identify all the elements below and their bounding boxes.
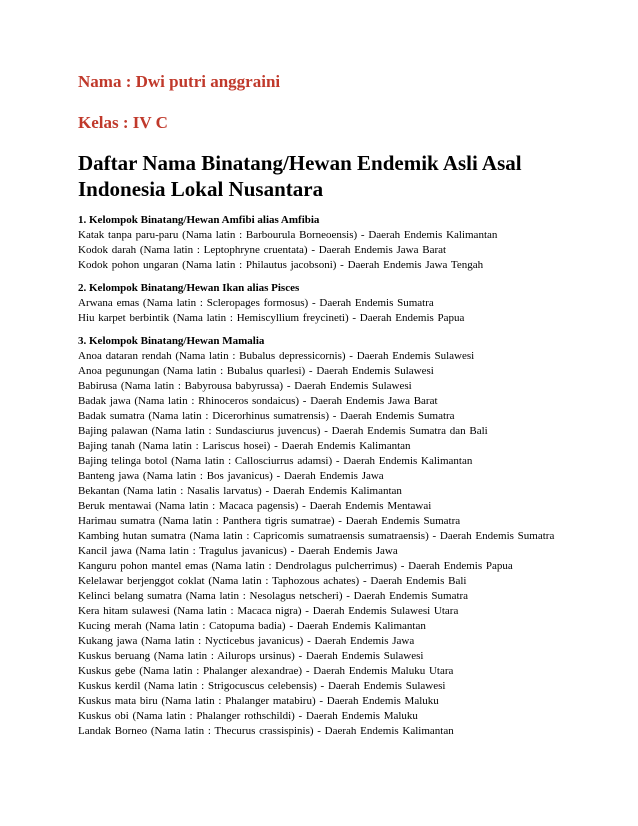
species-entry: Kucing merah (Nama latin : Catopuma badia) - Daerah Endemis Kalimantan xyxy=(78,620,426,632)
species-entry: Bajing telinga botol (Nama latin : Callosciurrus adamsi) - Daerah Endemis Kalimantan xyxy=(78,455,473,467)
species-entry: Kukang jawa (Nama latin : Nycticebus javanicus) - Daerah Endemis Jawa xyxy=(78,635,415,647)
species-entry: Kancil jawa (Nama latin : Tragulus javanicus) - Daerah Endemis Jawa xyxy=(78,545,398,557)
document-body xyxy=(78,213,578,747)
section-heading: 1. Kelompok Binatang/Hewan Amfibi alias Amfibia xyxy=(78,214,320,226)
species-list xyxy=(78,296,578,326)
species-entry: Kodok darah (Nama latin : Leptophryne cruentata) - Daerah Endemis Jawa Barat xyxy=(78,244,447,256)
species-entry: Kuskus beruang (Nama latin : Ailurops ursinus) - Daerah Endemis Sulawesi xyxy=(78,650,424,662)
species-group xyxy=(78,213,578,273)
section-heading: 3. Kelompok Binatang/Hewan Mamalia xyxy=(78,335,265,347)
species-entry: Landak Borneo (Nama latin : Thecurus crassispinis) - Daerah Endemis Kalimantan xyxy=(78,725,454,737)
species-entry: Kanguru pohon mantel emas (Nama latin : Dendrolagus pulcherrimus) - Daerah Endemis Papua xyxy=(78,560,513,572)
species-entry: Anoa pegunungan (Nama latin : Bubalus quarlesi) - Daerah Endemis Sulawesi xyxy=(78,365,434,377)
species-entry: Beruk mentawai (Nama latin : Macaca pagensis) - Daerah Endemis Mentawai xyxy=(78,500,432,512)
species-entry: Kambing hutan sumatra (Nama latin : Capricomis sumatraensis sumatraensis) - Daerah Endemis Sumatra xyxy=(78,530,555,542)
species-list xyxy=(78,228,578,273)
species-entry: Kodok pohon ungaran (Nama latin : Philautus jacobsoni) - Daerah Endemis Jawa Tengah xyxy=(78,259,484,271)
student-name: Nama : Dwi putri anggraini xyxy=(78,72,281,91)
species-entry: Hiu karpet berbintik (Nama latin : Hemiscyllium freycineti) - Daerah Endemis Papua xyxy=(78,312,465,324)
species-entry: Harimau sumatra (Nama latin : Panthera tigris sumatrae) - Daerah Endemis Sumatra xyxy=(78,515,461,527)
species-entry: Kelinci belang sumatra (Nama latin : Nesolagus netscheri) - Daerah Endemis Sumatra xyxy=(78,590,469,602)
species-group xyxy=(78,281,578,326)
species-entry: Kuskus obi (Nama latin : Phalanger rothschildi) - Daerah Endemis Maluku xyxy=(78,710,418,722)
species-entry: Babirusa (Nama latin : Babyrousa babyrussa) - Daerah Endemis Sulawesi xyxy=(78,380,412,392)
species-entry: Badak sumatra (Nama latin : Dicerorhinus sumatrensis) - Daerah Endemis Sumatra xyxy=(78,410,455,422)
species-entry: Badak jawa (Nama latin : Rhinoceros sondaicus) - Daerah Endemis Jawa Barat xyxy=(78,395,438,407)
species-entry: Kelelawar berjenggot coklat (Nama latin : Taphozous achates) - Daerah Endemis Bali xyxy=(78,575,467,587)
species-list xyxy=(78,349,578,739)
species-entry: Bajing palawan (Nama latin : Sundasciurus juvencus) - Daerah Endemis Sumatra dan Bali xyxy=(78,425,488,437)
species-entry: Bajing tanah (Nama latin : Lariscus hosei) - Daerah Endemis Kalimantan xyxy=(78,440,411,452)
species-entry: Katak tanpa paru-paru (Nama latin : Barbourula Borneoensis) - Daerah Endemis Kalimantan xyxy=(78,229,498,241)
species-entry: Anoa dataran rendah (Nama latin : Bubalus depressicornis) - Daerah Endemis Sulawesi xyxy=(78,350,475,362)
species-group xyxy=(78,334,578,739)
species-entry: Bekantan (Nama latin : Nasalis larvatus) - Daerah Endemis Kalimantan xyxy=(78,485,402,497)
student-class: Kelas : IV C xyxy=(78,113,168,132)
species-entry: Arwana emas (Nama latin : Scleropages formosus) - Daerah Endemis Sumatra xyxy=(78,297,434,309)
species-entry: Kuskus mata biru (Nama latin : Phalanger matabiru) - Daerah Endemis Maluku xyxy=(78,695,439,707)
document-title: Daftar Nama Binatang/Hewan Endemik Asli Asal Indonesia Lokal Nusantara xyxy=(78,151,522,201)
species-entry: Kuskus kerdil (Nama latin : Strigocuscus celebensis) - Daerah Endemis Sulawesi xyxy=(78,680,446,692)
section-heading: 2. Kelompok Binatang/Hewan Ikan alias Pisces xyxy=(78,282,300,294)
species-entry: Banteng jawa (Nama latin : Bos javanicus) - Daerah Endemis Jawa xyxy=(78,470,384,482)
species-entry: Kera hitam sulawesi (Nama latin : Macaca nigra) - Daerah Endemis Sulawesi Utara xyxy=(78,605,459,617)
species-entry: Kuskus gebe (Nama latin : Phalanger alexandrae) - Daerah Endemis Maluku Utara xyxy=(78,665,454,677)
